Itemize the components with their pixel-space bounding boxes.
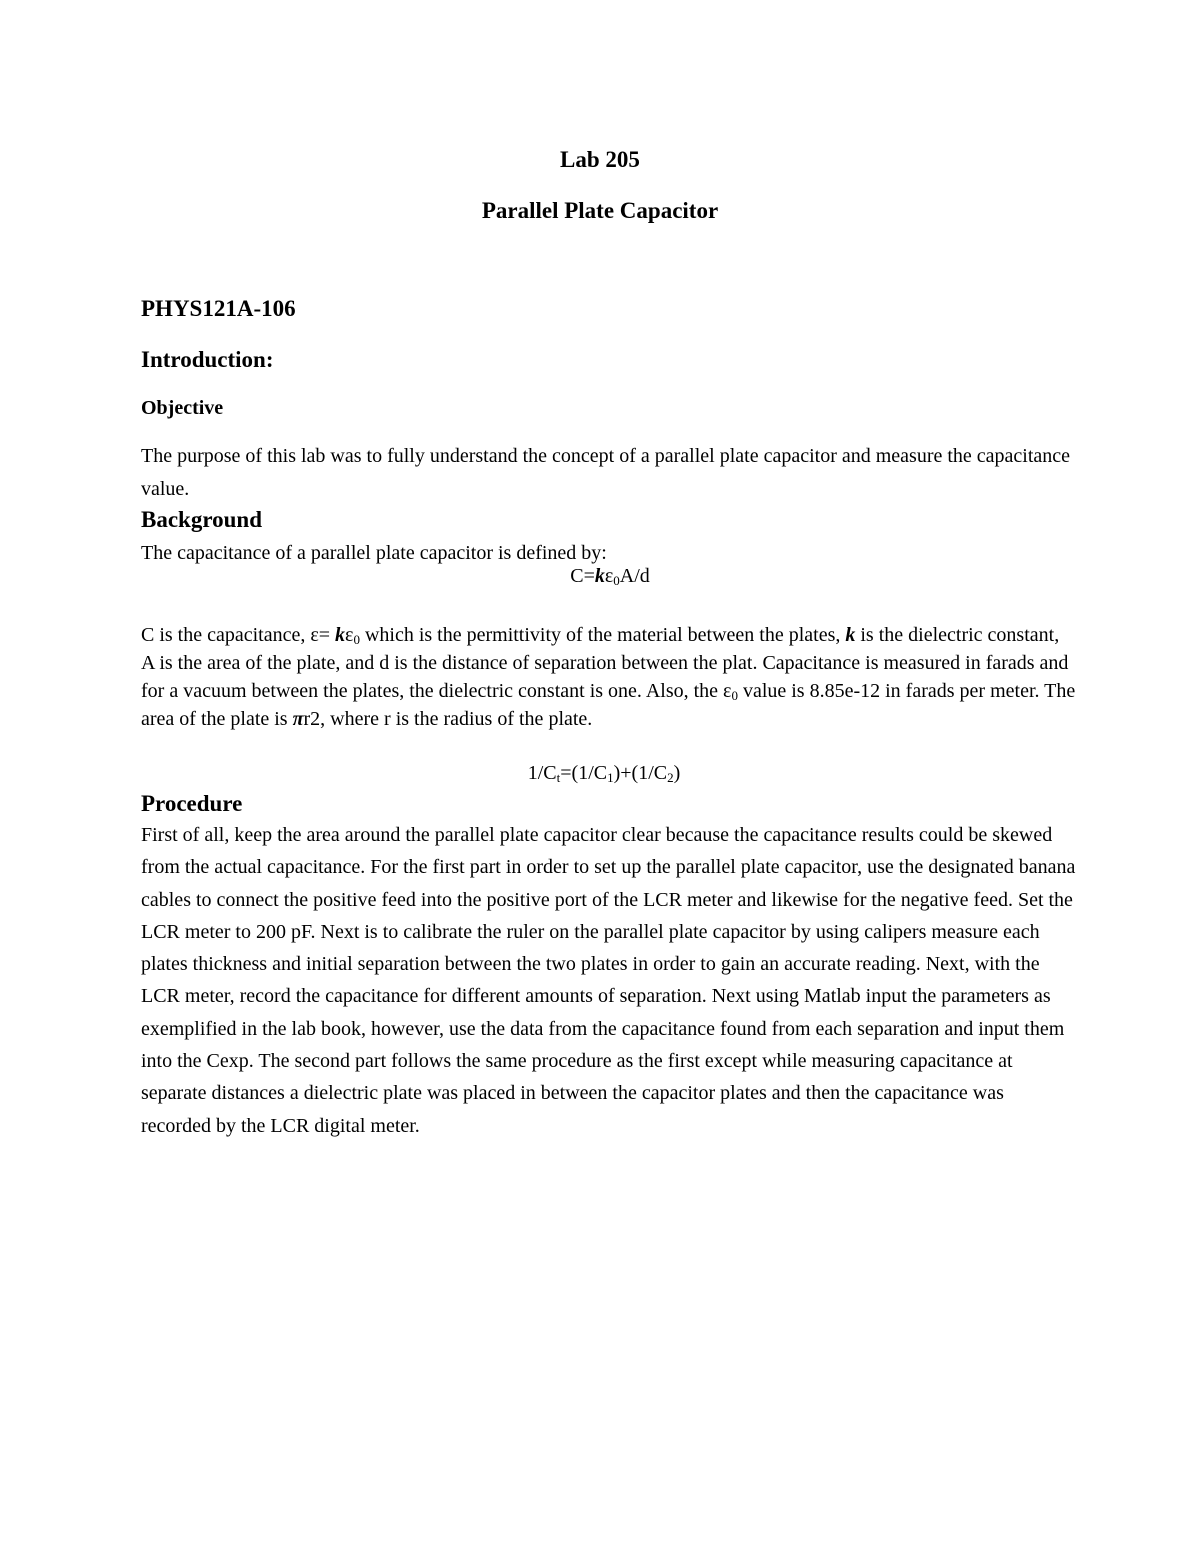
background-intro-line: The capacitance of a parallel plate capacitor is defined by:	[141, 542, 607, 564]
eq2-sub-2: 2	[667, 770, 674, 785]
series-capacitance-equation	[0, 762, 1200, 785]
objective-paragraph: The purpose of this lab was to fully understand the concept of a parallel plate capacitor and measure the capacitance value.	[141, 445, 1071, 500]
eq1-rhs: A/d	[619, 565, 650, 587]
bg-text-4: value is 8.85e-12 in farads per meter. The area of the plate is	[141, 680, 1076, 730]
bg-text-2: which is the permittivity of the material between the plates,	[359, 624, 846, 646]
eq2-sub-t: t	[556, 770, 561, 785]
document-subtitle: Parallel Plate Capacitor	[481, 198, 719, 223]
objective-heading: Objective	[141, 397, 224, 419]
eq1-k: k	[594, 565, 605, 587]
background-heading: Background	[141, 507, 263, 532]
eq2-part-a: 1/C	[527, 762, 557, 784]
procedure-paragraph: First of all, keep the area around the parallel plate capacitor clear because the capacitance results could be skewed from the actual capacitance. For the first part in order to set up the parallel plate capacitor, use the designated banana cables to connect the positive feed into the positive port of the LCR meter and likewise for the negative feed. Set the LCR meter to 200 pF. Next is to calibrate the ruler on the parallel plate capacitor by using calipers measure each plates thickness and initial separation between the two plates in order to gain an accurate reading. Next, with the LCR meter, record the capacitance for different amounts of separation. Next using Matlab input the parameters as exemplified in the lab book, however, use the data from the capacitance found from each separation and input them into the Cexp. The second part follows the same procedure as the first except while measuring capacitance at separate distances a dielectric plate was placed in between the capacitor plates and then the capacitance was recorded by the LCR digital meter.	[141, 824, 1076, 1137]
course-code: PHYS121A-106	[141, 296, 296, 321]
eq2-part-d: )	[673, 762, 681, 784]
eq1-sub-zero: 0	[613, 573, 620, 588]
eq2-sub-1: 1	[607, 770, 614, 785]
document-title: Lab 205	[560, 147, 640, 172]
eq2-part-c: )+(1/C	[613, 762, 668, 784]
bg-text-1: C is the capacitance, ε=	[141, 624, 336, 646]
eq1-lhs: C=	[570, 565, 595, 587]
bg-pi: π	[292, 708, 304, 730]
procedure-heading: Procedure	[141, 791, 243, 816]
bg-sub-zero-2: 0	[731, 688, 738, 703]
bg-k-1: k	[335, 624, 346, 646]
bg-text-3: is the dielectric constant, A is the area of the plate, and d is the distance of separation between the plat. Capacitance is measured in farads and for a vacuum between the plates, the dielectric constant is one. Also, the ε	[141, 624, 1069, 702]
background-paragraph	[141, 621, 1076, 733]
bg-text-5: r2, where r is the radius of the plate.	[303, 708, 593, 730]
eq1-epsilon: ε	[604, 565, 614, 587]
capacitance-equation	[0, 565, 1200, 588]
bg-epsilon: ε	[345, 624, 354, 646]
bg-k-2: k	[845, 624, 856, 646]
bg-sub-zero: 0	[353, 632, 360, 647]
introduction-heading: Introduction:	[141, 347, 274, 372]
eq2-part-b: =(1/C	[560, 762, 608, 784]
